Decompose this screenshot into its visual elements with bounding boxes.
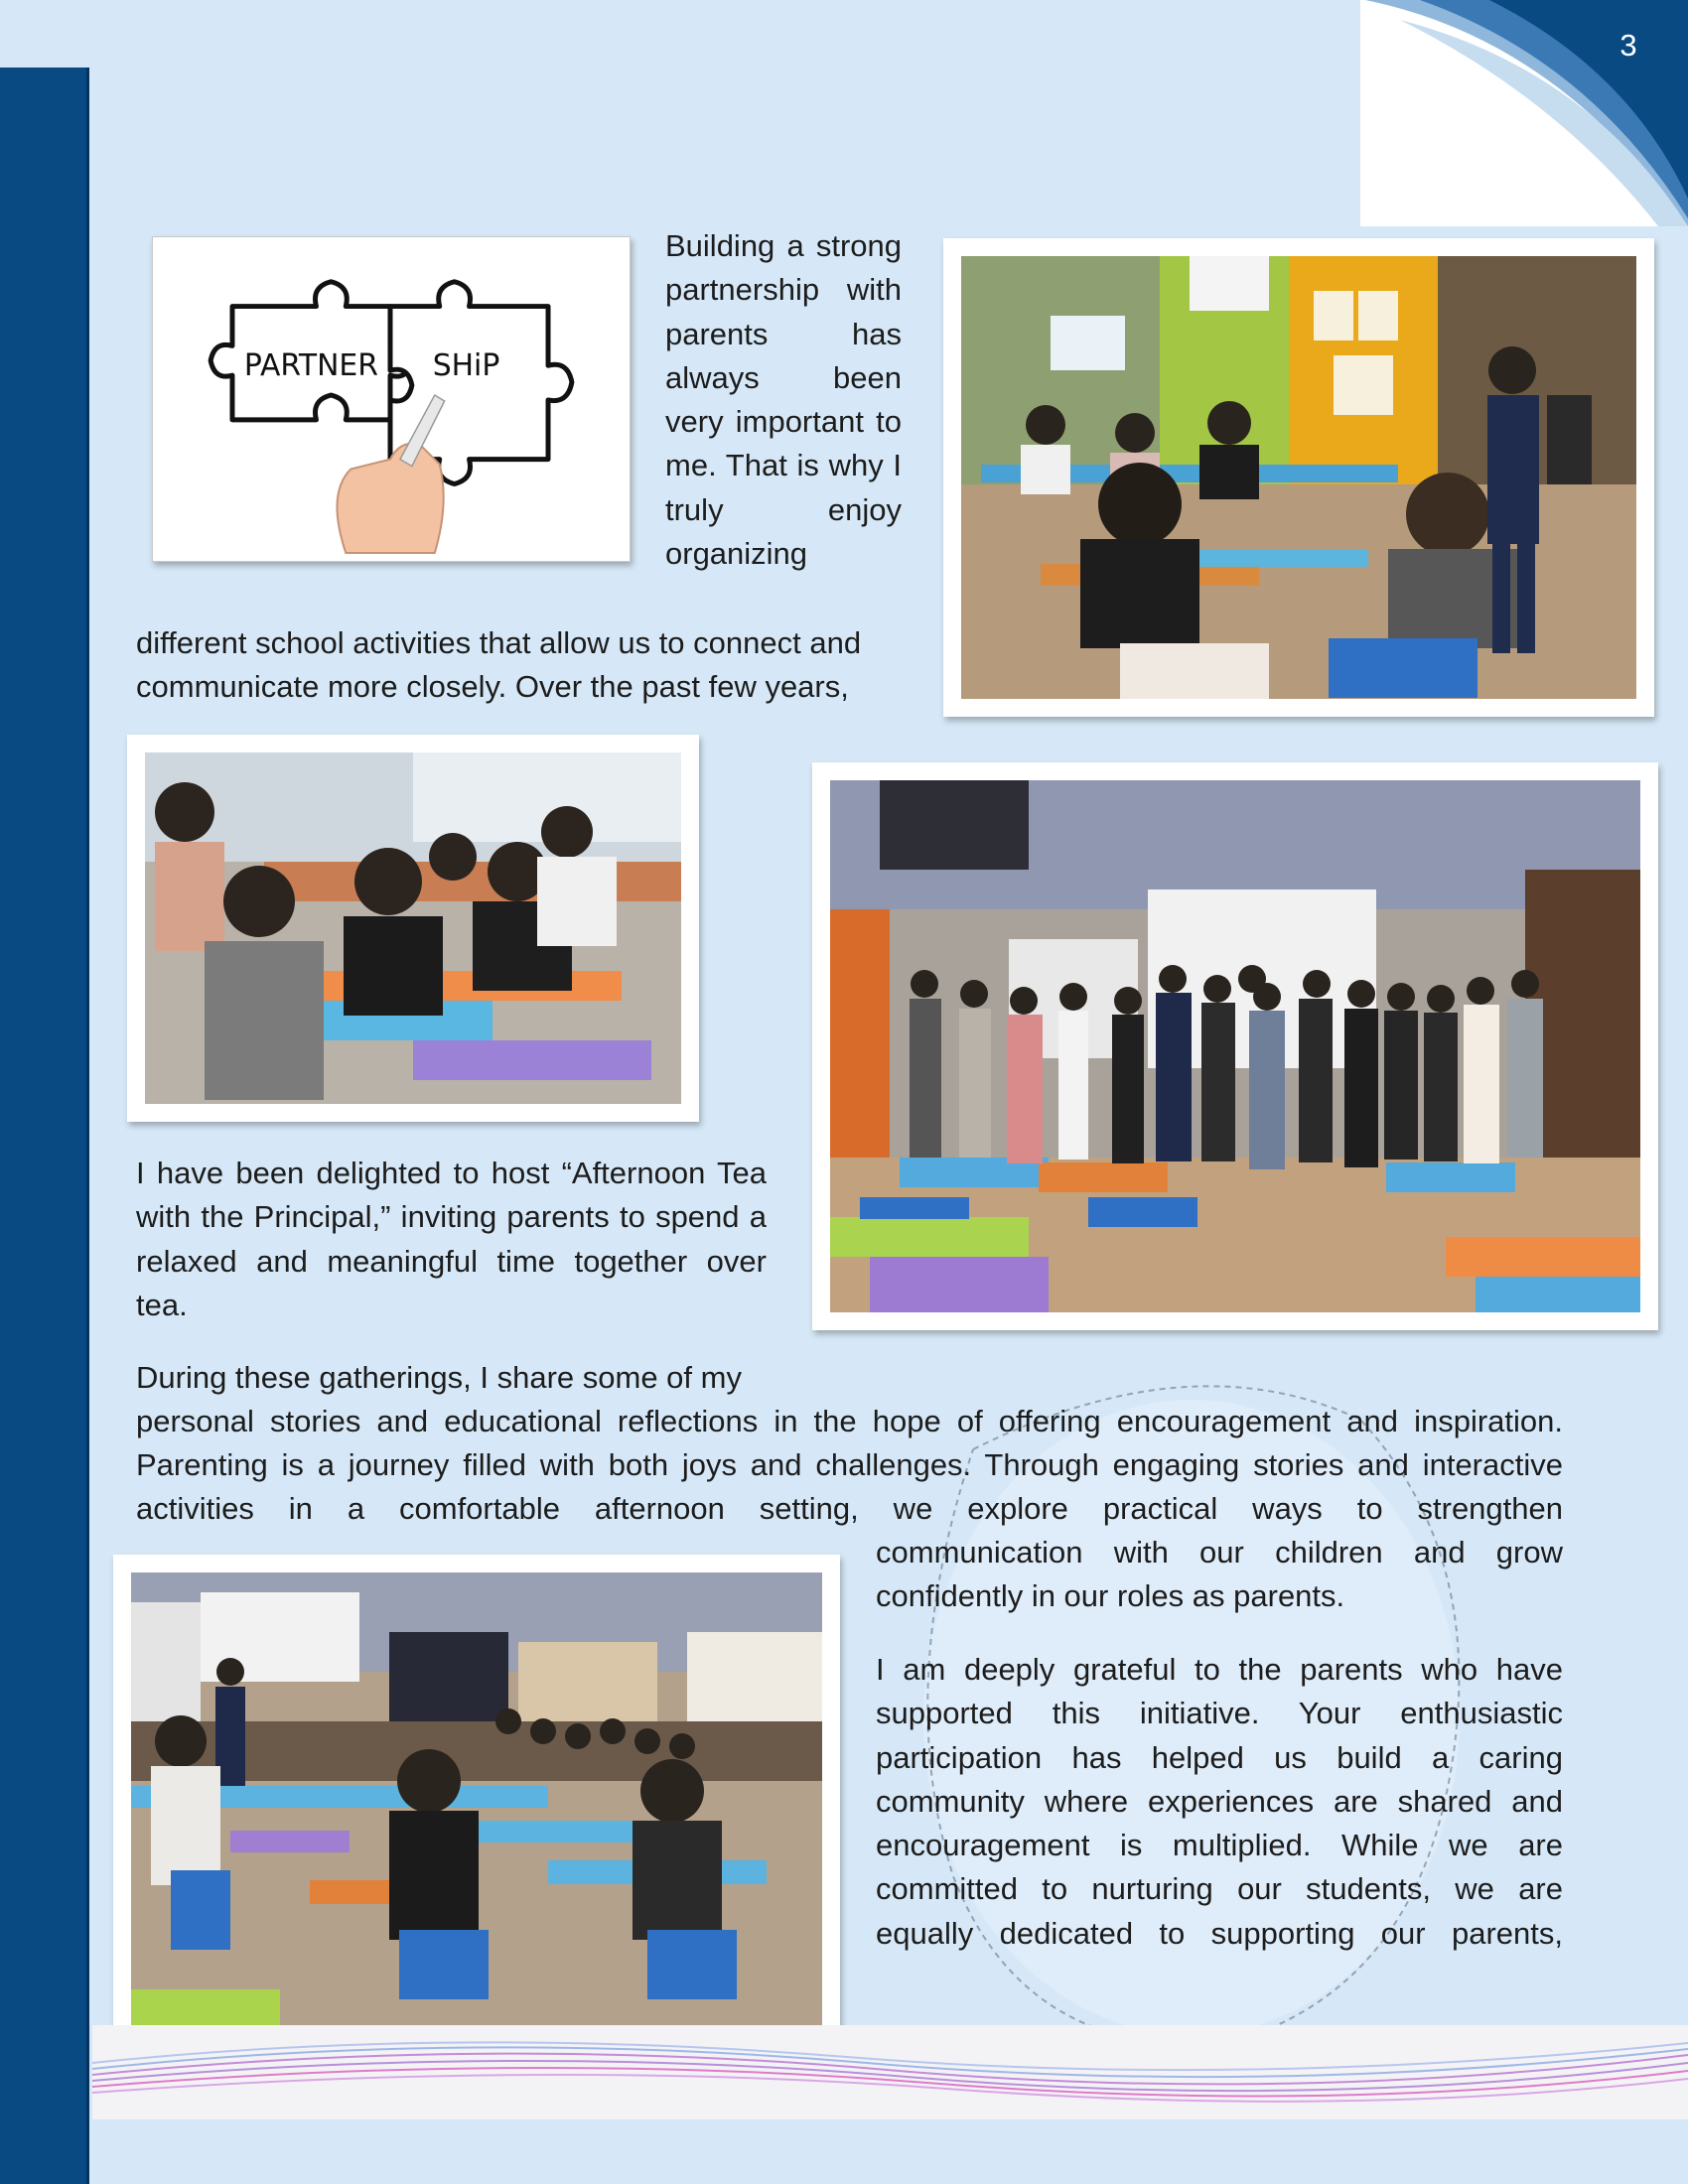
partnership-logo-frame	[152, 236, 631, 562]
photo-principal-speaking-frame	[943, 238, 1654, 717]
intro-text-top: Building a strong partnership with parents has always been very important to me. That is why I truly enjoy organizing	[665, 228, 902, 572]
group-photo-icon	[830, 780, 1640, 1312]
grateful-paragraph: I am deeply grateful to the parents who have supported this initiative. Your enthusiastic participation has helped us build a caring community where experiences are shared and encouragement is multiplied. While we are committed to nurturing our students, we are equally dedicated to supporting our parents,	[876, 1652, 1563, 1951]
classroom-photo-icon	[131, 1572, 822, 2025]
photo-group-frame	[812, 762, 1658, 1330]
page-number: 3	[1619, 28, 1637, 63]
classroom-photo-icon	[961, 256, 1636, 699]
classroom-photo-icon	[145, 752, 681, 1104]
gatherings-line-4-text: activities in a comfortable afternoon setting, we explore practical ways to strengthen	[136, 1491, 1563, 1526]
side-accent-bar	[0, 68, 89, 2184]
wave-decoration	[92, 2025, 1688, 2119]
intro-text-line2: communicate more closely. Over the past few years,	[136, 669, 849, 704]
partner-piece-text: PARTNER	[243, 348, 378, 384]
gatherings-line-2	[136, 1400, 1563, 1443]
puzzle-pieces-hand-icon	[153, 237, 630, 561]
gatherings-line-1: During these gatherings, I share some of my	[136, 1360, 742, 1395]
gatherings-rest: communication with our children and grow confidently in our roles as parents.	[876, 1535, 1563, 1614]
gatherings-line-2-text: personal stories and educational reflections in the hope of offering encouragement and inspiration.	[136, 1404, 1563, 1438]
gatherings-line-4	[136, 1487, 1563, 1531]
photo-classroom-wide-frame	[113, 1555, 840, 2043]
gatherings-line-3-text: Parenting is a journey filled with both joys and challenges. Through engaging stories and interactive	[136, 1447, 1563, 1482]
afternoon-tea-paragraph: I have been delighted to host “Afternoon Tea with the Principal,” inviting parents to spend a relaxed and meaningful time together over tea.	[136, 1156, 767, 1322]
gatherings-line-3	[136, 1443, 1563, 1487]
ship-piece-text: SHiP	[432, 348, 500, 384]
intro-text-line1: different school activities that allow us to connect and	[136, 625, 862, 660]
photo-parents-seated-frame	[127, 735, 699, 1122]
